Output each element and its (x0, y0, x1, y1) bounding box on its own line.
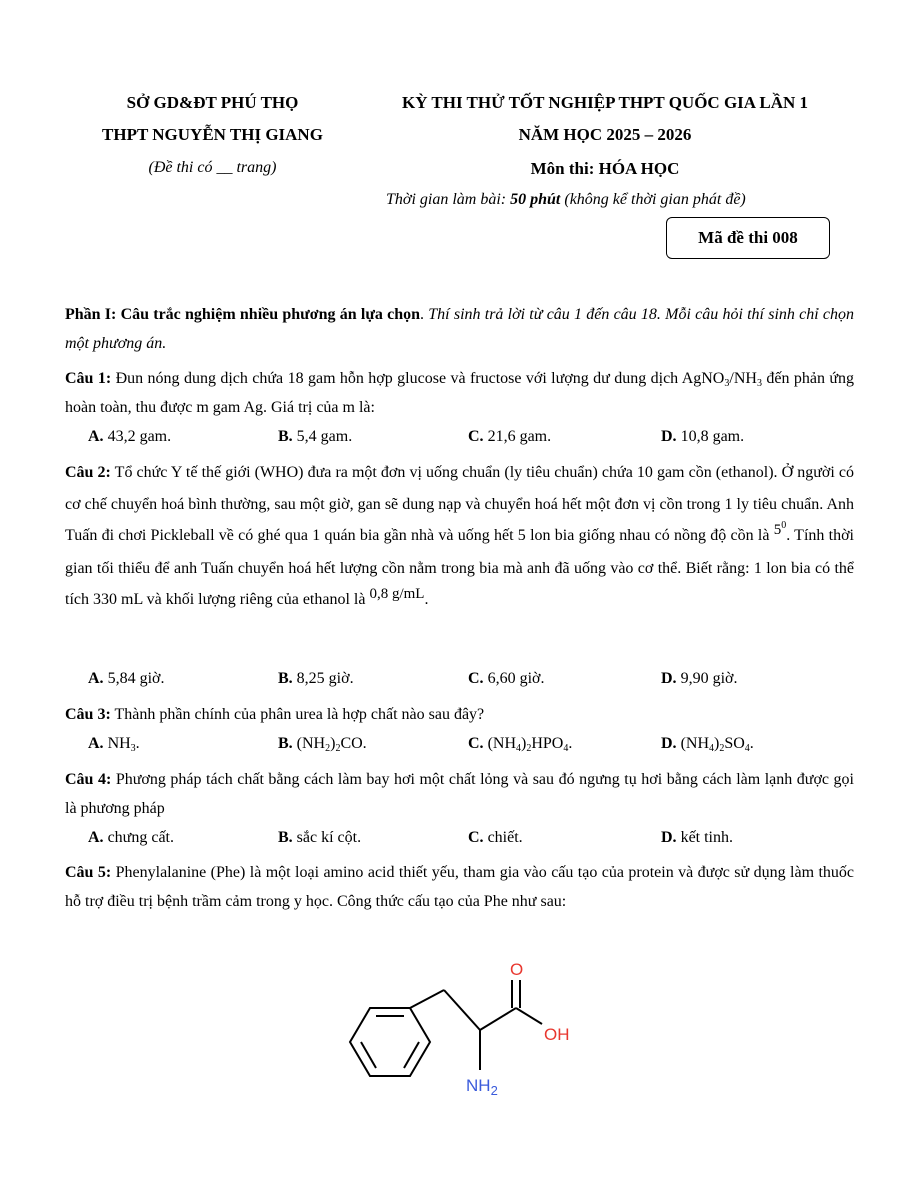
option-a: A. 43,2 gam. (88, 428, 172, 445)
ethanol-density: 0,8 g/mL (369, 586, 425, 602)
bond-ca-c (480, 1008, 516, 1030)
question-3: Câu 3: Thành phần chính của phân urea là hợp chất nào sau đây? (65, 706, 485, 723)
option-a: A. chưng cất. (88, 829, 174, 846)
exam-code-box: Mã đề thi 008 (666, 217, 830, 259)
question-4: Câu 4: Phương pháp tách chất bằng cách làm bay hơi một chất lỏng và sau đó ngưng tụ hơi bằng cách làm lạnh được gọi là phương pháp (65, 771, 855, 817)
option-a: A. $NH_3$. (88, 735, 140, 754)
school-name: THPT NGUYỄN THỊ GIANG (102, 125, 323, 144)
question-4-options (88, 829, 854, 851)
option-c: C. chiết. (468, 829, 523, 846)
option-b: B. 5,4 gam. (278, 428, 353, 445)
atom-oxygen: O (510, 960, 524, 979)
option-d: D. 10,8 gam. (661, 428, 745, 445)
option-b: B. sắc kí cột. (278, 829, 362, 846)
atom-hydroxyl: OH (544, 1025, 570, 1044)
option-a: A. 5,84 giờ. (88, 670, 165, 687)
question-5: Câu 5: Phenylalanine (Phe) là một loại amino acid thiết yếu, tham gia vào cấu tạo của protein và được sử dụng làm thuốc hỗ trợ điều trị bệnh trầm cảm trong y học. Công thức cấu tạo của Phe như sau: (65, 864, 855, 910)
page-count-note: (Đề thi có __ trang) (148, 159, 277, 176)
section-1-heading: Phần I: Câu trắc nghiệm nhiều phương án lựa chọn. Thí sinh trả lời từ câu 1 đến câu 18. Mỗi câu hỏi thí sinh chỉ chọn một phương án. (65, 306, 855, 352)
question-2: Câu 2: Tổ chức Y tế thế giới (WHO) đưa ra một đơn vị uống chuẩn (ly tiêu chuẩn) chứa 10 gam cồn (ethanol). Ở người có cơ chế chuyển hoá bình thường, sau một giờ, gan sẽ dung nạp và chuyển hoá hết một đơn vị cồn trong 1 ly tiêu chuẩn. Anh Tuấn đi chơi Pickleball về có ghé qua 1 quán bia gần nhà và uống hết 5 lon bia giống nhau có nồng độ cồn là $5^0$. Tính thời gian tối thiểu để anh Tuấn chuyển hoá hết lượng cồn nằm trong bia mà anh đã uống vào cơ thể. Biết rằng: 1 lon bia có thể tích 330 mL và khối lượng riêng của ethanol là 0,8 g/mL. (65, 464, 855, 608)
option-d: D. 9,90 giờ. (661, 670, 738, 687)
option-b: B. 8,25 giờ. (278, 670, 354, 687)
option-d: D. kết tinh. (661, 829, 733, 846)
subject: Môn thi: HÓA HỌC (530, 159, 680, 178)
school-year: NĂM HỌC 2025 – 2026 (518, 125, 692, 144)
question-2-options (88, 670, 854, 692)
phenylalanine-structure (320, 950, 580, 1110)
question-1-options (88, 428, 854, 450)
alcohol-degree: $5^0$ (773, 520, 787, 538)
exam-title: KỲ THI THỬ TỐT NGHIỆP THPT QUỐC GIA LẦN 1 (401, 93, 809, 112)
question-3-options (88, 735, 854, 757)
option-c: C. 21,6 gam. (468, 428, 552, 445)
school-department: SỞ GD&ĐT PHÚ THỌ (126, 93, 299, 112)
option-c: C. 6,60 giờ. (468, 670, 545, 687)
bond-ch2-ca (444, 990, 480, 1030)
option-c: C. $(NH_4)_2HPO_4$. (468, 735, 573, 754)
time-note: Thời gian làm bài: 50 phút (không kể thời gian phát đề) (386, 191, 746, 208)
structure-bonds (350, 980, 542, 1076)
bond-ring-ch2 (410, 990, 444, 1008)
atom-amine: $NH_2$ (466, 1076, 498, 1098)
option-b: B. $(NH_2)_2CO$. (278, 735, 367, 754)
question-1: Câu 1: Đun nóng dung dịch chứa 18 gam hỗn hợp glucose và fructose với lượng dư dung dịch $AgNO_3/NH_3$ đến phản ứng hoàn toàn, thu được m gam Ag. Giá trị của m là: (65, 370, 855, 416)
bond-c-oh (516, 1008, 542, 1024)
option-d: D. $(NH_4)_2SO_4$. (661, 735, 754, 754)
